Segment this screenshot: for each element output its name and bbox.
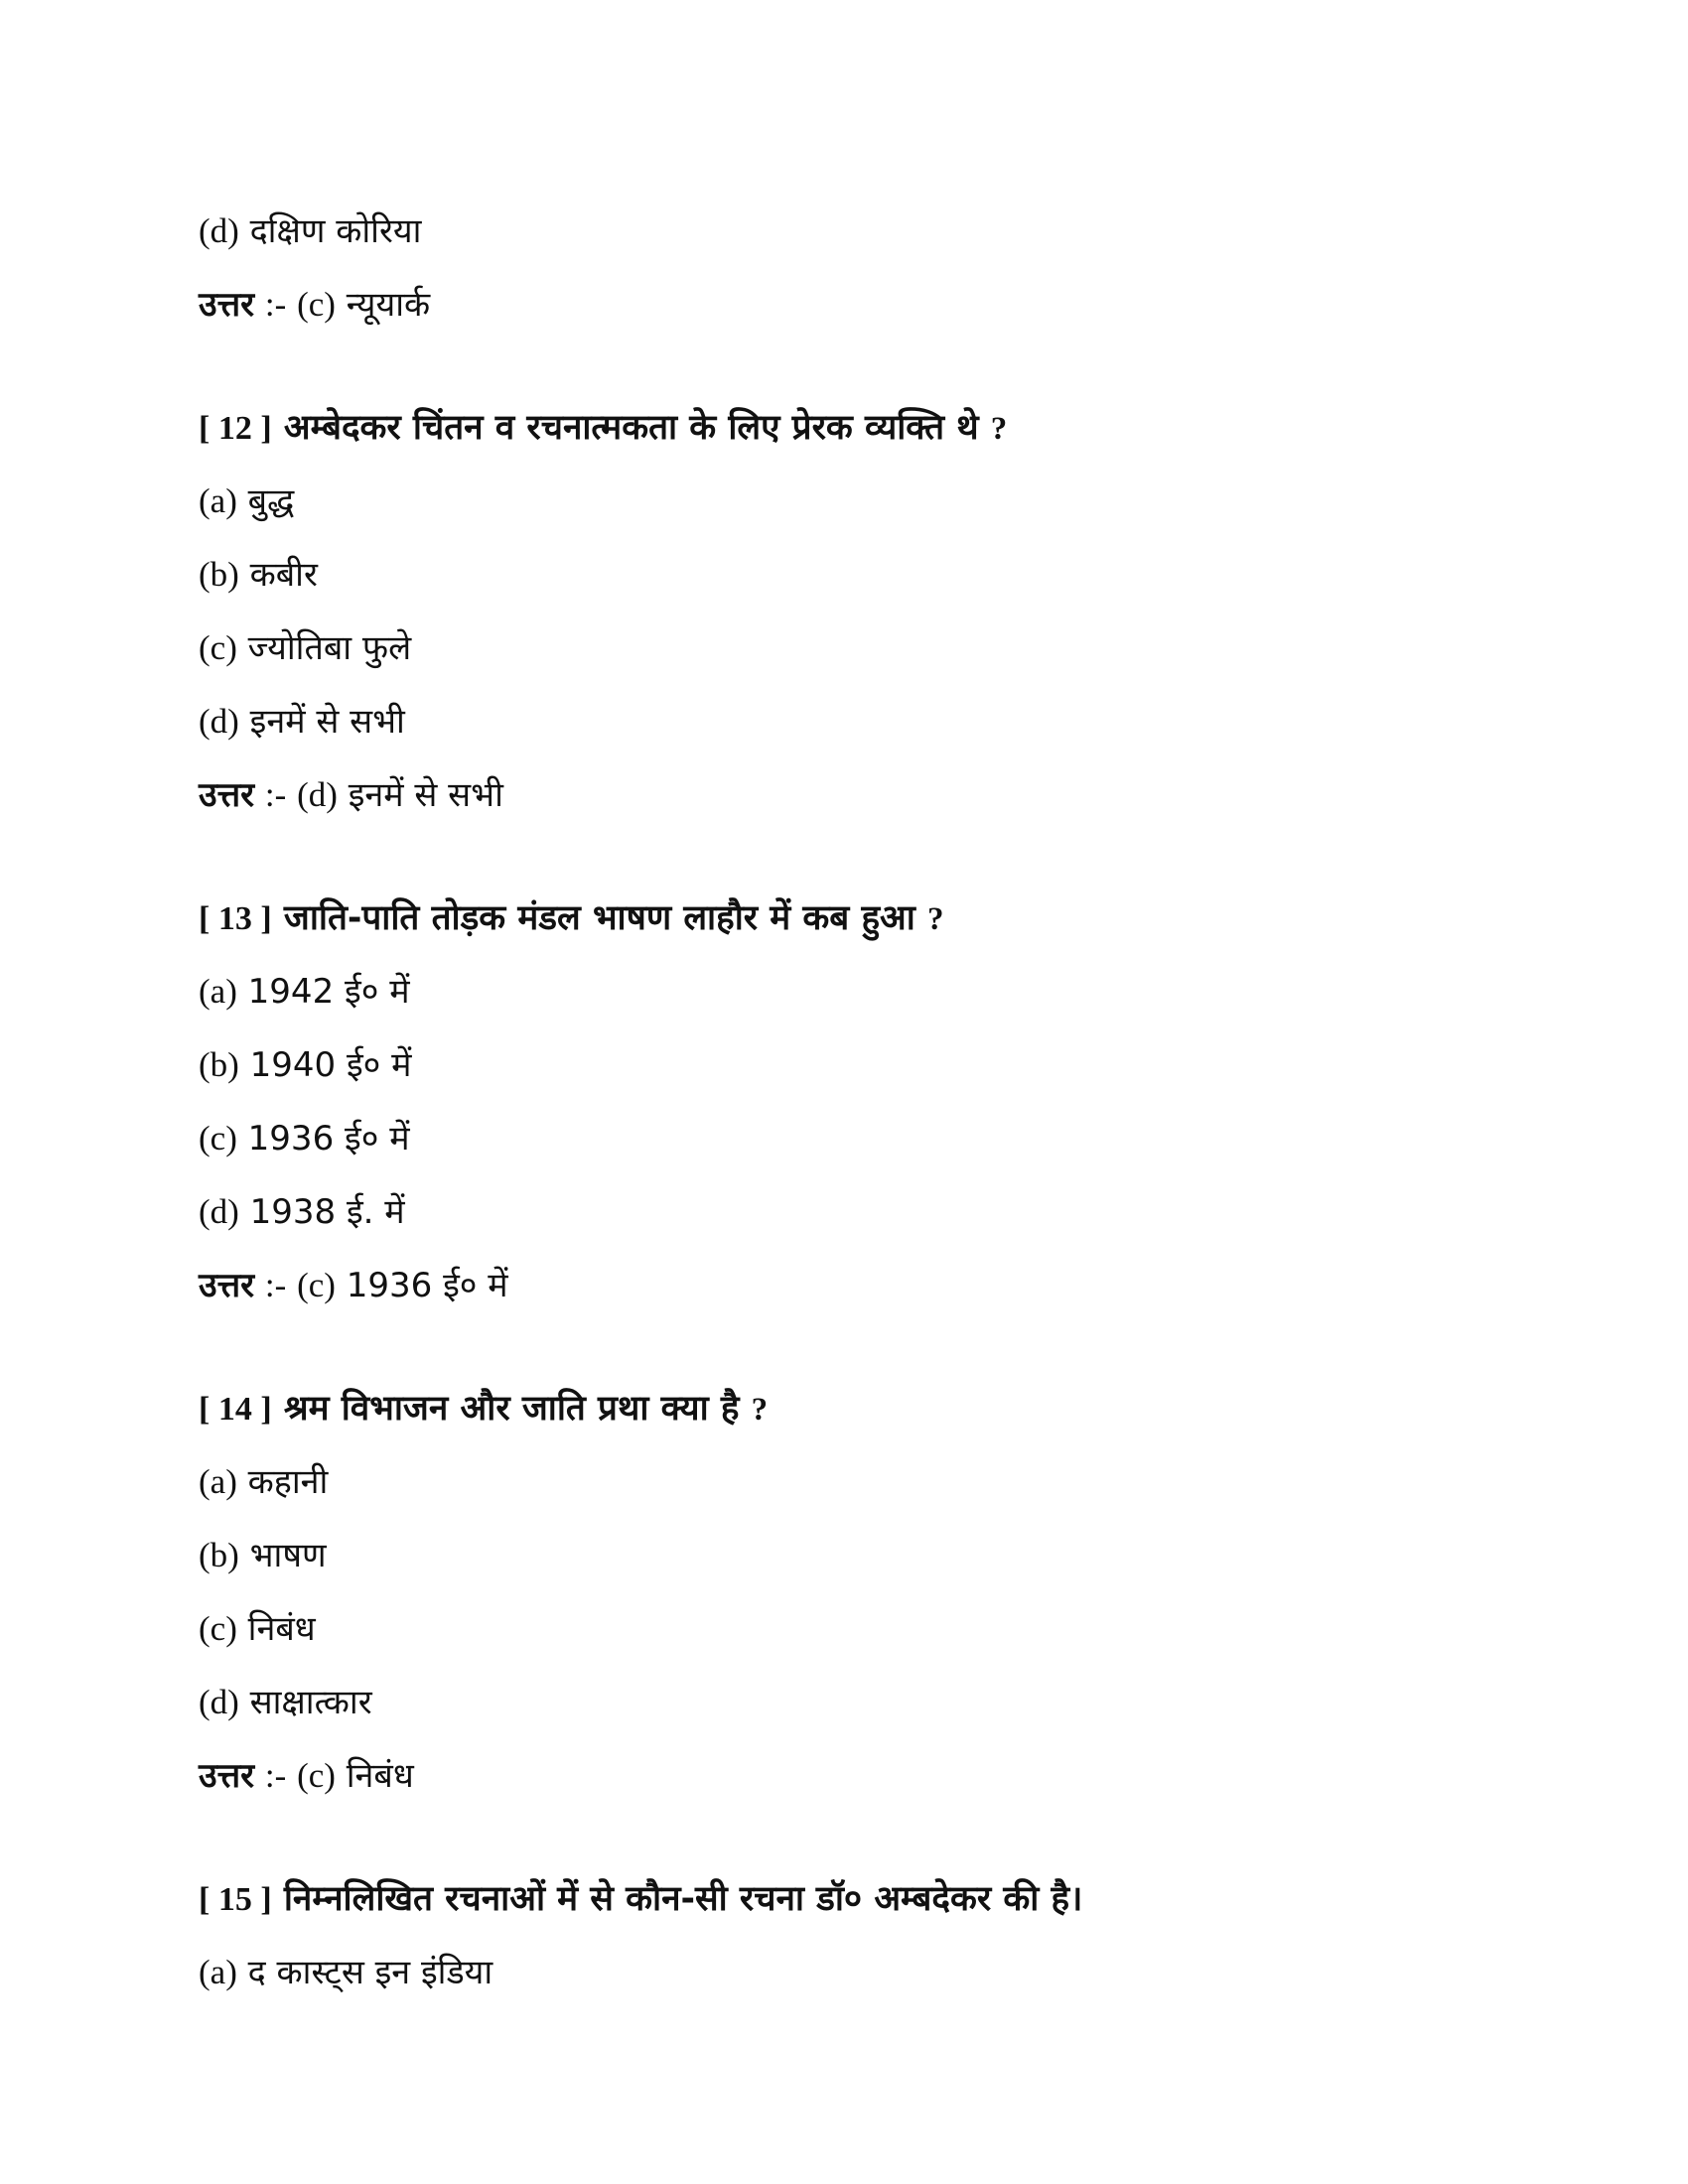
- option-a: [199, 465, 1569, 538]
- question-mark: ?: [751, 1392, 769, 1428]
- answer-separator: :-: [264, 285, 287, 324]
- option-text: इनमें से सभी: [249, 702, 405, 742]
- option-d: [199, 1666, 1569, 1739]
- answer-separator: :-: [264, 1266, 287, 1304]
- option-text: द कास्ट्स इन इंडिया: [247, 1953, 493, 1992]
- option-text: कबीर: [249, 555, 318, 595]
- question-13-heading: [199, 882, 1569, 955]
- answer-label: उत्तर: [199, 775, 255, 815]
- question-text: जाति-पाति तोड़क मंडल भाषण लाहौर में कब हुआ: [283, 898, 915, 938]
- option-text: 1942 ई० में: [247, 972, 410, 1012]
- question-number: [ 12 ]: [199, 410, 272, 447]
- answer-line: [199, 1739, 1569, 1813]
- answer-label: उत्तर: [199, 1266, 255, 1305]
- document-content: [199, 195, 1569, 2009]
- spacer: [199, 1322, 1569, 1372]
- option-text: 1938 ई. में: [249, 1192, 405, 1232]
- option-marker: (b): [199, 555, 239, 594]
- option-marker: (b): [199, 1536, 239, 1574]
- option-marker: (d): [199, 1192, 239, 1231]
- option-b: [199, 538, 1569, 612]
- option-marker: (b): [199, 1045, 239, 1084]
- answer-label: उत्तर: [199, 1756, 255, 1796]
- question-number: [ 15 ]: [199, 1881, 272, 1918]
- option-text: 1940 ई० में: [249, 1045, 412, 1085]
- answer-marker: (d): [297, 775, 338, 814]
- option-marker: (c): [199, 1119, 237, 1158]
- option-b: [199, 1519, 1569, 1592]
- question-number: [ 14 ]: [199, 1391, 272, 1428]
- question-text: श्रम विभाजन और जाति प्रथा क्या है: [283, 1389, 740, 1429]
- option-text: निबंध: [247, 1609, 316, 1649]
- option-marker: (d): [199, 1683, 239, 1721]
- spacer: [199, 832, 1569, 882]
- option-d: [199, 1175, 1569, 1249]
- option-text: ज्योतिबा फुले: [247, 628, 412, 668]
- answer-line: [199, 758, 1569, 832]
- option-marker: (a): [199, 1953, 237, 1991]
- option-c: [199, 1592, 1569, 1666]
- option-d: [199, 195, 1569, 268]
- option-marker: (d): [199, 211, 239, 250]
- option-a: [199, 1445, 1569, 1519]
- option-text: 1936 ई० में: [247, 1119, 410, 1159]
- option-b: [199, 1028, 1569, 1102]
- answer-label: उत्तर: [199, 285, 255, 325]
- option-a: [199, 955, 1569, 1028]
- answer-text: 1936 ई० में: [346, 1266, 508, 1305]
- option-text: बुद्ध: [247, 481, 295, 521]
- option-marker: (c): [199, 1609, 237, 1648]
- option-text: दक्षिण कोरिया: [249, 211, 422, 251]
- spacer: [199, 341, 1569, 391]
- answer-line: [199, 1249, 1569, 1322]
- answer-marker: (c): [297, 1756, 336, 1795]
- option-text: कहानी: [247, 1462, 329, 1502]
- question-14-heading: [199, 1372, 1569, 1445]
- answer-separator: :-: [264, 775, 287, 814]
- option-marker: (d): [199, 702, 239, 741]
- option-marker: (a): [199, 972, 237, 1011]
- option-text: भाषण: [249, 1536, 327, 1575]
- option-text: साक्षात्कार: [249, 1683, 372, 1722]
- option-d: [199, 685, 1569, 758]
- question-number: [ 13 ]: [199, 900, 272, 937]
- question-mark: ?: [926, 901, 944, 937]
- option-a: [199, 1936, 1569, 2009]
- option-c: [199, 1102, 1569, 1175]
- question-15-heading: [199, 1862, 1569, 1936]
- question-text: अम्बेदकर चिंतन व रचनात्मकता के लिए प्रेरक व्यक्ति थे: [283, 408, 979, 448]
- question-12-heading: [199, 391, 1569, 465]
- answer-text: न्यूयार्क: [346, 285, 431, 325]
- answer-separator: :-: [264, 1756, 287, 1795]
- spacer: [199, 1813, 1569, 1862]
- answer-marker: (c): [297, 285, 336, 324]
- option-marker: (a): [199, 481, 237, 520]
- answer-text: इनमें से सभी: [348, 775, 503, 815]
- question-mark: ?: [990, 411, 1008, 447]
- answer-line: [199, 268, 1569, 341]
- option-marker: (c): [199, 628, 237, 667]
- answer-text: निबंध: [346, 1756, 414, 1796]
- question-text: निम्नलिखित रचनाओं में से कौन-सी रचना डॉ० अम्बदेकर की है।: [283, 1879, 1083, 1919]
- answer-marker: (c): [297, 1266, 336, 1304]
- option-marker: (a): [199, 1462, 237, 1501]
- option-c: [199, 612, 1569, 685]
